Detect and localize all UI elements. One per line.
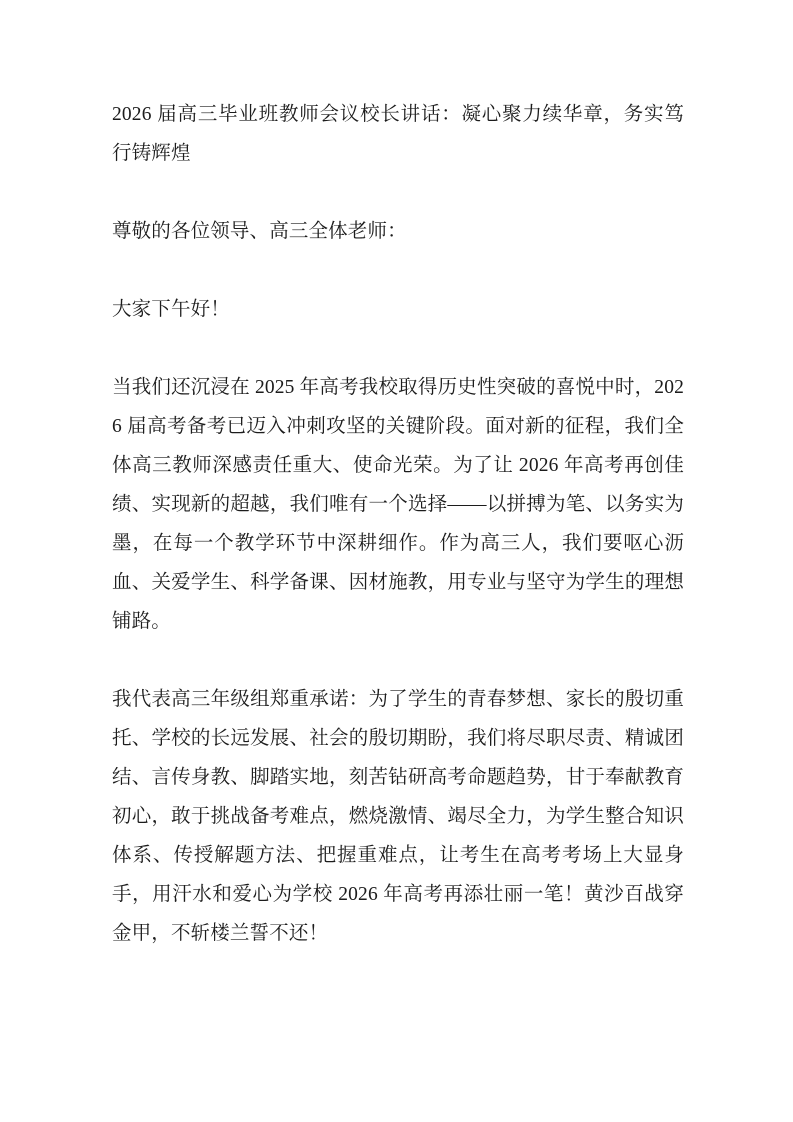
- document-title: 2026 届高三毕业班教师会议校长讲话：凝心聚力续华章，务实笃行铸辉煌: [112, 104, 684, 164]
- paragraph-body-1-block: [112, 368, 684, 641]
- paragraph-body-1: 当我们还沉浸在 2025 年高考我校取得历史性突破的喜悦中时，2026 届高考备考已迈入冲刺攻坚的关键阶段。面对新的征程，我们全体高三教师深感责任重大、使命光荣。为了让 2026 年高考再创佳绩、实现新的超越，我们唯有一个选择——以拼搏为笔、以务实为墨，在每一个教学环节中深耕细作。作为高三人，我们要呕心沥血、关爱学生、科学备课、因材施教，用专业与坚守为学生的理想铺路。: [112, 377, 684, 632]
- paragraph-body-2: 我代表高三年级组郑重承诺：为了学生的青春梦想、家长的殷切重托、学校的长远发展、社会的殷切期盼，我们将尽职尽责、精诚团结、言传身教、脚踏实地，刻苦钻研高考命题趋势，甘于奉献教育初心，敢于挑战备考难点，燃烧激情、竭尽全力，为学生整合知识体系、传授解题方法、把握重难点，让考生在高考考场上大显身手，用汗水和爱心为学校 2026 年高考再添壮丽一笔！黄沙百战穿金甲，不斩楼兰誓不还！: [112, 689, 684, 944]
- paragraph-spacer: [112, 251, 684, 290]
- paragraph-greeting: 大家下午好！: [112, 299, 230, 320]
- paragraph-spacer: [112, 641, 684, 680]
- paragraph-salutation-block: [112, 212, 684, 251]
- paragraph-spacer: [112, 329, 684, 368]
- paragraph-body-2-block: [112, 680, 684, 953]
- paragraph-spacer: [112, 173, 684, 212]
- paragraph-salutation: 尊敬的各位领导、高三全体老师：: [112, 221, 407, 242]
- document-body: [112, 95, 684, 953]
- paragraph-greeting-block: [112, 290, 684, 329]
